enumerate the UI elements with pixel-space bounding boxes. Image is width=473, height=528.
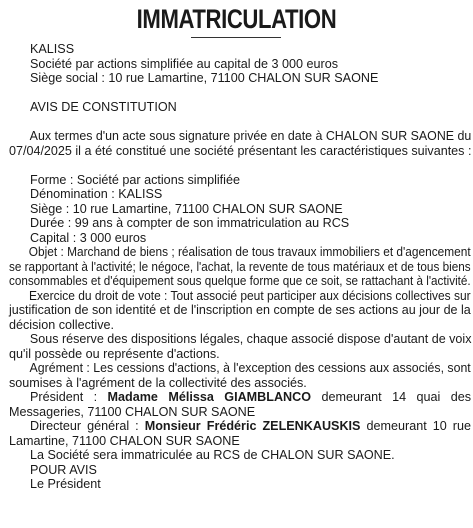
directeur-name: Monsieur Frédéric ZELENKAUSKIS bbox=[144, 419, 361, 433]
agrement-line-2: soumises à l'agrément de la collectivité des associés. bbox=[9, 375, 307, 390]
objet-line-1: Objet : Marchand de biens ; réalisation de tous travaux immobiliers et d'agencement bbox=[28, 245, 471, 259]
directeur-address: demeurant 10 rue bbox=[366, 419, 471, 433]
directeur-label: Directeur général : bbox=[30, 419, 139, 433]
company-seat: Siège social : 10 rue Lamartine, 71100 CHALON SUR SAONE bbox=[30, 71, 379, 85]
vote-line-1: Exercice du droit de vote : Tout associé peut participer aux décisions collectives sur bbox=[28, 288, 471, 303]
vote-line-2: justification de son identité et de l'inscription en compte de ses actions au jour de la bbox=[9, 303, 471, 317]
pour-avis: POUR AVIS bbox=[30, 462, 97, 477]
president-line-2: Messageries, 71100 CHALON SUR SAONE bbox=[9, 404, 256, 419]
notice-body bbox=[9, 42, 471, 492]
intro-line-2: 07/04/2025 il a été constitué une société présentant les caractéristiques suivantes : bbox=[9, 143, 472, 158]
directeur-line-1 bbox=[9, 419, 471, 434]
spacer bbox=[9, 115, 471, 130]
char-siege: Siège : 10 rue Lamartine, 71100 CHALON SUR SAONE bbox=[30, 201, 343, 216]
title-underline bbox=[191, 37, 281, 38]
president-label: Président : bbox=[30, 390, 98, 404]
intro-line-1: Aux termes d'un acte sous signature privée en date à CHALON SUR SAONE du bbox=[29, 129, 472, 143]
president-name: Madame Mélissa GIAMBLANCO bbox=[107, 390, 312, 404]
company-form-capital: Société par actions simplifiée au capital de 3 000 euros bbox=[30, 56, 339, 71]
president-line-1 bbox=[9, 390, 471, 405]
president-address: demeurant 14 quai des bbox=[321, 390, 472, 404]
voix-line-2: qu'il possède ou représente d'actions. bbox=[9, 346, 220, 361]
registration-statement: La Société sera immatriculée au RCS de CHALON SUR SAONE. bbox=[30, 448, 395, 462]
objet-line-3: consommables et d'équipement sous quelque forme que ce soit, se rattachant à l'activité. bbox=[9, 274, 471, 288]
char-duree: Durée : 99 ans à compter de son immatriculation au RCS bbox=[30, 216, 350, 230]
page-title: IMMATRICULATION bbox=[136, 4, 337, 34]
company-name: KALISS bbox=[30, 42, 75, 56]
char-denomination: Dénomination : KALISS bbox=[30, 187, 163, 201]
signature: Le Président bbox=[30, 477, 101, 491]
directeur-line-2: Lamartine, 71100 CHALON SUR SAONE bbox=[9, 433, 240, 448]
char-forme: Forme : Société par actions simplifiée bbox=[30, 172, 240, 187]
vote-line-3: décision collective. bbox=[9, 317, 114, 332]
char-capital: Capital : 3 000 euros bbox=[30, 230, 147, 245]
notice-type: AVIS DE CONSTITUTION bbox=[30, 100, 177, 114]
objet-line-2: se rapportant à l'activité; le négoce, l'achat, la revente de tous matériaux et de tous biens bbox=[9, 259, 471, 274]
spacer bbox=[9, 158, 471, 173]
agrement-line-1: Agrément : Les cessions d'actions, à l'exception des cessions aux associés, sont bbox=[29, 361, 471, 375]
spacer bbox=[9, 86, 471, 101]
voix-line-1: Sous réserve des dispositions légales, chaque associé dispose d'autant de voix bbox=[29, 332, 472, 346]
